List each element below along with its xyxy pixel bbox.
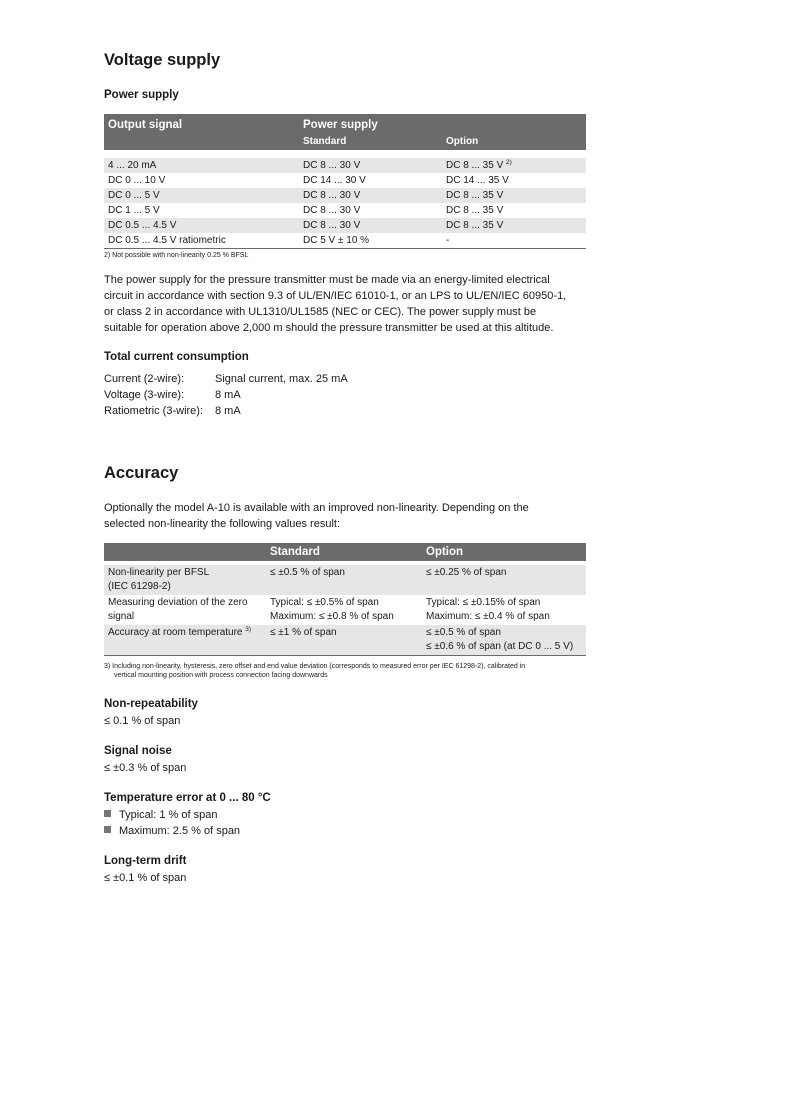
section-title-voltage-supply: Voltage supply (104, 51, 221, 69)
power-supply-table (104, 114, 586, 249)
list-item: Typical: 1 % of span (104, 807, 217, 823)
consumption-item: Current (2-wire): Signal current, max. 25 mA (104, 373, 348, 385)
bullet-square-icon (104, 826, 111, 833)
accuracy-intro: Optionally the model A-10 is available with an improved non-linearity. Depending on the selected non-linearity the following values result: (104, 502, 529, 530)
table-row: DC 0.5 ... 4.5 V DC 8 ... 30 V DC 8 ... 35 V (104, 218, 586, 233)
consumption-list (104, 371, 348, 419)
list-item: Maximum: 2.5 % of span (104, 823, 240, 839)
table-row: DC 0.5 ... 4.5 V ratiometric DC 5 V ± 10 % - (104, 233, 586, 249)
consumption-item: Ratiometric (3-wire): 8 mA (104, 405, 241, 417)
subsection-title-power-supply: Power supply (104, 89, 179, 101)
subsection-title-signal-noise: Signal noise (104, 745, 172, 757)
subsection-title-non-repeatability: Non-repeatability (104, 698, 198, 710)
col-option: Option (442, 134, 586, 150)
col-standard: Standard (266, 543, 422, 561)
col-power-supply: Power supply (299, 114, 586, 134)
table-row: Non-linearity per BFSL (IEC 61298-2) ≤ ±0.5 % of span ≤ ±0.25 % of span (104, 565, 586, 595)
footnote-ref: 3) (245, 626, 252, 633)
table-row: DC 1 ... 5 V DC 8 ... 30 V DC 8 ... 35 V (104, 203, 586, 218)
table-subheader-row (104, 134, 586, 150)
subsection-title-long-term-drift: Long-term drift (104, 855, 187, 867)
non-repeatability-value: ≤ 0.1 % of span (104, 715, 181, 727)
accuracy-table (104, 543, 586, 656)
footnote-ref: 2) (506, 158, 512, 166)
table-row: 4 ... 20 mA DC 8 ... 30 V DC 8 ... 35 V $^{2)}$ (104, 158, 586, 173)
col-standard: Standard (299, 134, 442, 150)
table-row: Measuring deviation of the zero signal Typical: ≤ ±0.5% of span Maximum: ≤ ±0.8 % of span Typical: ≤ ±0.15% of span Maximum: ≤ ±0.4 % of span (108, 597, 550, 622)
footnote-2: 2) Not possible with non-linearity 0.25 % BFSL (104, 252, 249, 259)
table-header-row (104, 114, 586, 134)
long-term-drift-value: ≤ ±0.1 % of span (104, 872, 187, 884)
table-row: DC 0 ... 5 V DC 8 ... 30 V DC 8 ... 35 V (104, 188, 586, 203)
subsection-title-temperature-error: Temperature error at 0 ... 80 °C (104, 792, 271, 804)
table-row: Accuracy at room temperature $^{3)}$ ≤ ±1 % of span ≤ ±0.5 % of span ≤ ±0.6 % of span (at DC 0 ... 5 V) (104, 625, 586, 656)
bullet-square-icon (104, 810, 111, 817)
col-option: Option (422, 543, 586, 561)
table-row: DC 0 ... 10 V DC 14 ... 30 V DC 14 ... 35 V (104, 173, 586, 188)
section-title-accuracy: Accuracy (104, 464, 179, 482)
col-output-signal: Output signal (104, 114, 299, 134)
signal-noise-value: ≤ ±0.3 % of span (104, 762, 187, 774)
consumption-item: Voltage (3-wire): 8 mA (104, 389, 241, 401)
power-supply-paragraph: The power supply for the pressure transmitter must be made via an energy-limited electrical circuit in accordance with section 9.3 of UL/EN/IEC 61010-1, or an LPS to UL/EN/IEC 60950-1, or class 2 in accordance with UL1310/UL1585 (NEC or CEC). The power supply must be suitable for operation above 2,000 m should the pressure transmitter be used at this altitude. (104, 274, 567, 334)
table-header-row (104, 543, 586, 561)
subsection-title-current-consumption: Total current consumption (104, 351, 249, 363)
footnote-3: 3) Including non-linearity, hysteresis, zero offset and end value deviation (corresponds to measured error per IEC 61298-2), calibrated in vertical mounting position with process connection facing downwards (104, 663, 526, 679)
